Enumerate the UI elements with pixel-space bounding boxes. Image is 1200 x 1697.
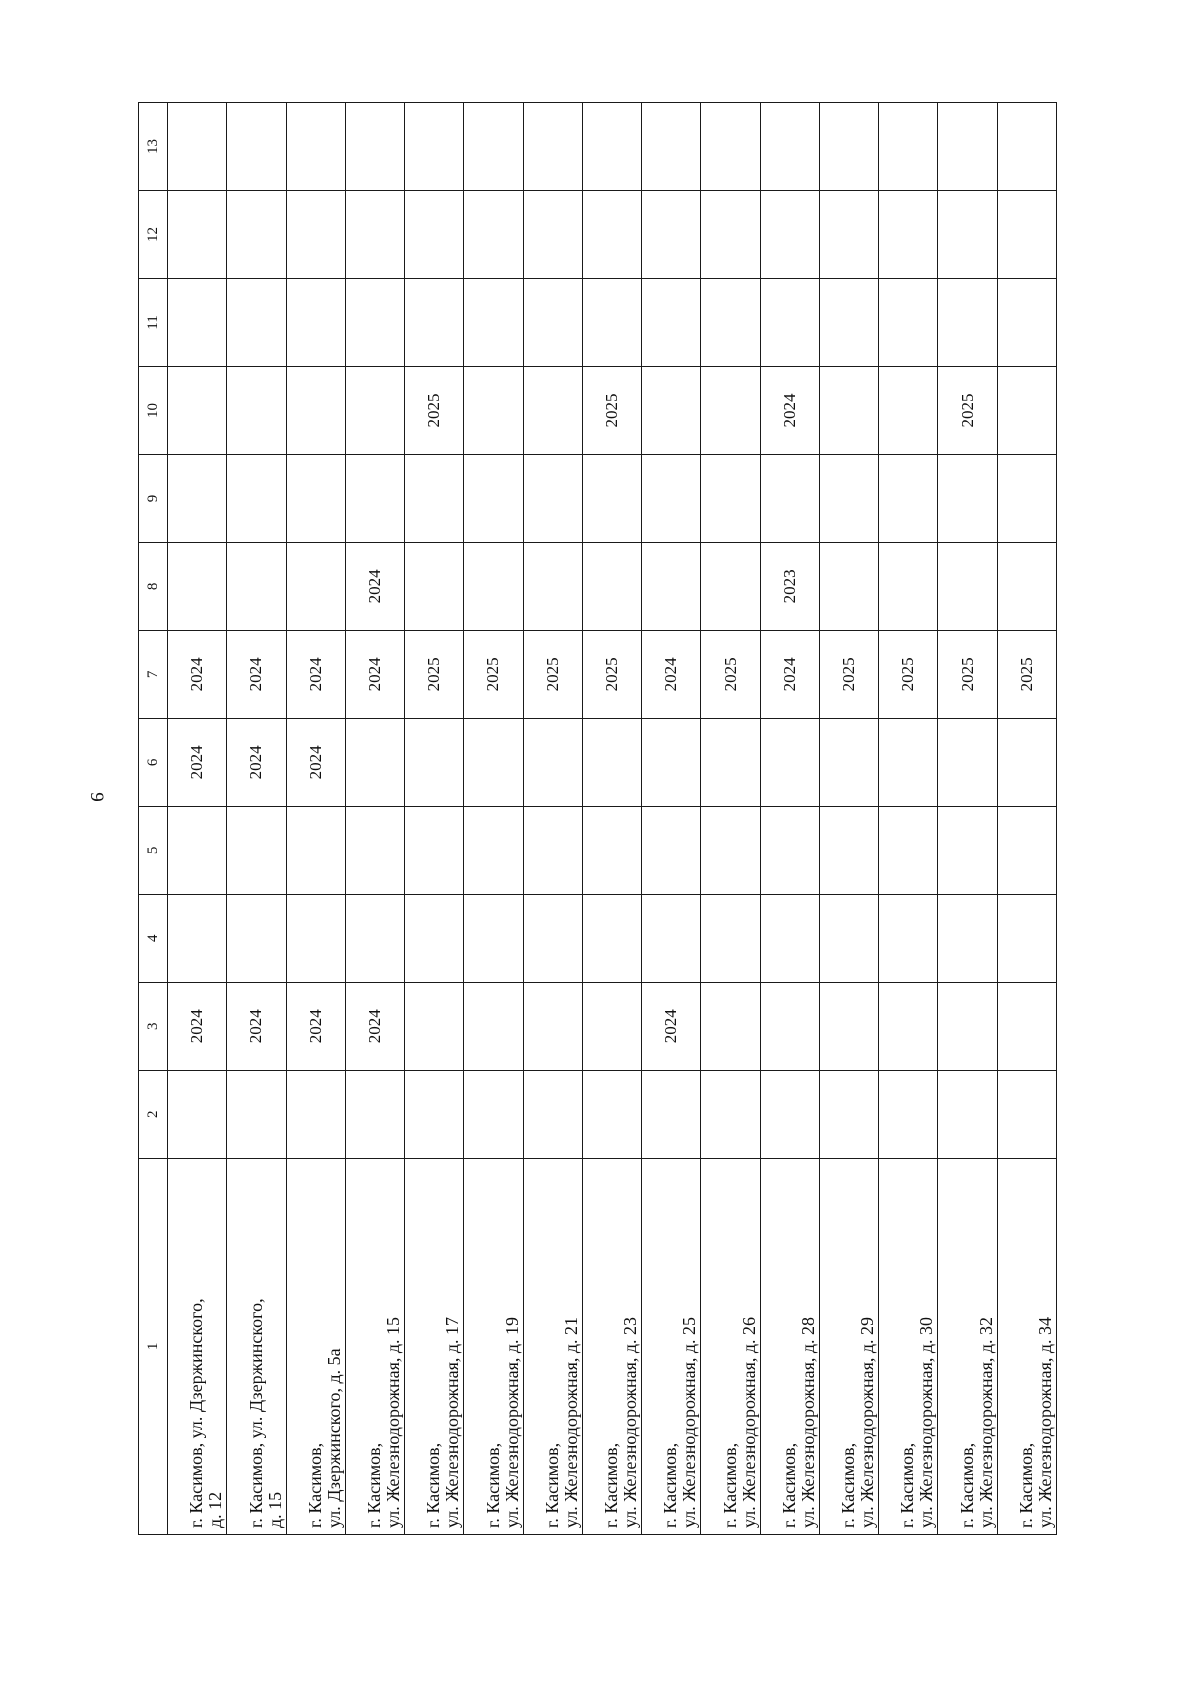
address-cell	[168, 1158, 227, 1534]
year-cell-col-3: 2024	[286, 982, 345, 1070]
year-cell-col-10	[642, 367, 701, 455]
year-cell-col-2	[582, 1070, 641, 1158]
year-cell-col-8	[464, 542, 523, 630]
column-header-13: 13	[139, 103, 168, 191]
table-row	[997, 103, 1056, 1535]
address-line: ул. Железнодорожная, д. 15	[383, 1316, 404, 1528]
year-cell-col-10	[464, 367, 523, 455]
year-cell-col-7: 2024	[345, 630, 404, 718]
year-cell-col-8	[879, 542, 938, 630]
year-cell-col-13	[997, 103, 1056, 191]
year-cell-col-6: 2024	[227, 718, 286, 806]
year-cell-col-6	[582, 718, 641, 806]
address-cell	[642, 1158, 701, 1534]
year-cell-col-10	[701, 367, 760, 455]
schedule-table	[138, 102, 1057, 1535]
year-cell-col-3	[523, 982, 582, 1070]
year-cell-col-9	[760, 454, 819, 542]
year-cell-col-5	[523, 806, 582, 894]
year-cell-col-12	[286, 191, 345, 279]
address-line: г. Касимов,	[719, 1442, 740, 1528]
year-cell-col-13	[819, 103, 878, 191]
year-cell-col-10	[168, 367, 227, 455]
table-row	[405, 103, 464, 1535]
year-cell-col-2	[701, 1070, 760, 1158]
address-line: ул. Железнодорожная, д. 21	[560, 1316, 581, 1528]
column-header-7: 7	[139, 630, 168, 718]
address-line: ул. Железнодорожная, д. 30	[916, 1316, 937, 1528]
address-cell	[227, 1158, 286, 1534]
year-cell-col-4	[582, 894, 641, 982]
year-cell-col-3	[464, 982, 523, 1070]
table-row	[227, 103, 286, 1535]
year-cell-col-9	[227, 454, 286, 542]
year-cell-col-8: 2024	[345, 542, 404, 630]
year-cell-col-6	[938, 718, 997, 806]
year-cell-col-11	[997, 279, 1056, 367]
year-cell-col-12	[168, 191, 227, 279]
year-cell-col-5	[286, 806, 345, 894]
year-cell-col-3	[938, 982, 997, 1070]
year-cell-col-10	[819, 367, 878, 455]
year-cell-col-2	[879, 1070, 938, 1158]
year-cell-col-11	[819, 279, 878, 367]
column-header-6: 6	[139, 718, 168, 806]
year-cell-col-4	[464, 894, 523, 982]
address-line: г. Касимов, ул. Дзержинского,	[245, 1298, 266, 1528]
year-cell-col-9	[879, 454, 938, 542]
year-cell-col-10	[227, 367, 286, 455]
year-cell-col-2	[464, 1070, 523, 1158]
year-cell-col-7: 2024	[286, 630, 345, 718]
year-cell-col-4	[227, 894, 286, 982]
year-cell-col-2	[523, 1070, 582, 1158]
address-line: г. Касимов,	[778, 1442, 799, 1528]
year-cell-col-10: 2025	[405, 367, 464, 455]
year-cell-col-8	[582, 542, 641, 630]
year-cell-col-10	[997, 367, 1056, 455]
year-cell-col-7: 2025	[879, 630, 938, 718]
year-cell-col-5	[938, 806, 997, 894]
year-cell-col-5	[760, 806, 819, 894]
year-cell-col-4	[701, 894, 760, 982]
year-cell-col-4	[523, 894, 582, 982]
table-row	[464, 103, 523, 1535]
year-cell-col-4	[345, 894, 404, 982]
year-cell-col-2	[286, 1070, 345, 1158]
year-cell-col-9	[405, 454, 464, 542]
year-cell-col-13	[879, 103, 938, 191]
year-cell-col-12	[464, 191, 523, 279]
address-cell	[405, 1158, 464, 1534]
address-line: ул. Железнодорожная, д. 34	[1035, 1316, 1055, 1528]
year-cell-col-9	[582, 454, 641, 542]
address-cell	[464, 1158, 523, 1534]
year-cell-col-10: 2025	[938, 367, 997, 455]
year-cell-col-5	[879, 806, 938, 894]
year-cell-col-8	[523, 542, 582, 630]
year-cell-col-4	[879, 894, 938, 982]
year-cell-col-6: 2024	[286, 718, 345, 806]
table-row	[760, 103, 819, 1535]
address-line: г. Касимов,	[423, 1442, 444, 1528]
year-cell-col-12	[760, 191, 819, 279]
year-cell-col-9	[938, 454, 997, 542]
address-line: г. Касимов,	[364, 1442, 385, 1528]
year-cell-col-6	[819, 718, 878, 806]
year-cell-col-12	[582, 191, 641, 279]
address-line: г. Касимов,	[838, 1442, 859, 1528]
year-cell-col-8	[168, 542, 227, 630]
year-cell-col-4	[642, 894, 701, 982]
table-container	[138, 102, 1057, 1535]
year-cell-col-2	[819, 1070, 878, 1158]
column-header-3: 3	[139, 982, 168, 1070]
table-row	[819, 103, 878, 1535]
year-cell-col-4	[997, 894, 1056, 982]
year-cell-col-2	[760, 1070, 819, 1158]
year-cell-col-11	[523, 279, 582, 367]
year-cell-col-12	[345, 191, 404, 279]
year-cell-col-8	[938, 542, 997, 630]
address-line: г. Касимов,	[482, 1442, 503, 1528]
year-cell-col-10	[523, 367, 582, 455]
address-line: ул. Железнодорожная, д. 29	[857, 1316, 878, 1528]
year-cell-col-7: 2024	[168, 630, 227, 718]
year-cell-col-10: 2025	[582, 367, 641, 455]
year-cell-col-3	[760, 982, 819, 1070]
year-cell-col-5	[345, 806, 404, 894]
year-cell-col-6	[345, 718, 404, 806]
address-line: ул. Железнодорожная, д. 28	[797, 1316, 818, 1528]
address-line: г. Касимов,	[660, 1442, 681, 1528]
column-header-11: 11	[139, 279, 168, 367]
year-cell-col-3	[997, 982, 1056, 1070]
year-cell-col-13	[701, 103, 760, 191]
address-line: г. Касимов,	[956, 1442, 977, 1528]
year-cell-col-7: 2024	[760, 630, 819, 718]
year-cell-col-13	[760, 103, 819, 191]
address-line: г. Касимов,	[601, 1442, 622, 1528]
year-cell-col-2	[345, 1070, 404, 1158]
year-cell-col-5	[464, 806, 523, 894]
year-cell-col-11	[760, 279, 819, 367]
year-cell-col-12	[938, 191, 997, 279]
column-header-8: 8	[139, 542, 168, 630]
year-cell-col-10	[879, 367, 938, 455]
year-cell-col-6	[523, 718, 582, 806]
year-cell-col-12	[405, 191, 464, 279]
column-header-1: 1	[139, 1158, 168, 1534]
address-line: г. Касимов,	[541, 1442, 562, 1528]
year-cell-col-6	[405, 718, 464, 806]
year-cell-col-12	[997, 191, 1056, 279]
year-cell-col-8: 2023	[760, 542, 819, 630]
year-cell-col-6	[701, 718, 760, 806]
year-cell-col-12	[523, 191, 582, 279]
year-cell-col-11	[582, 279, 641, 367]
year-cell-col-13	[642, 103, 701, 191]
column-header-4: 4	[139, 894, 168, 982]
year-cell-col-11	[879, 279, 938, 367]
table-row	[642, 103, 701, 1535]
year-cell-col-9	[701, 454, 760, 542]
year-cell-col-3	[405, 982, 464, 1070]
year-cell-col-10	[345, 367, 404, 455]
year-cell-col-3	[701, 982, 760, 1070]
address-line: ул. Дзержинского, д. 5а	[323, 1348, 344, 1528]
table-row	[879, 103, 938, 1535]
page-number: 9	[86, 792, 107, 802]
year-cell-col-4	[286, 894, 345, 982]
year-cell-col-7: 2025	[582, 630, 641, 718]
year-cell-col-10: 2024	[760, 367, 819, 455]
year-cell-col-5	[701, 806, 760, 894]
address-cell	[819, 1158, 878, 1534]
year-cell-col-7: 2025	[997, 630, 1056, 718]
year-cell-col-2	[227, 1070, 286, 1158]
year-cell-col-11	[938, 279, 997, 367]
address-line: ул. Железнодорожная, д. 32	[975, 1316, 996, 1528]
year-cell-col-6	[642, 718, 701, 806]
year-cell-col-10	[286, 367, 345, 455]
year-cell-col-9	[997, 454, 1056, 542]
year-cell-col-5	[227, 806, 286, 894]
address-cell	[582, 1158, 641, 1534]
year-cell-col-6: 2024	[168, 718, 227, 806]
year-cell-col-3	[582, 982, 641, 1070]
year-cell-col-13	[286, 103, 345, 191]
table-row	[345, 103, 404, 1535]
year-cell-col-4	[819, 894, 878, 982]
year-cell-col-7: 2025	[938, 630, 997, 718]
year-cell-col-2	[938, 1070, 997, 1158]
year-cell-col-6	[760, 718, 819, 806]
year-cell-col-5	[405, 806, 464, 894]
year-cell-col-13	[405, 103, 464, 191]
address-cell	[523, 1158, 582, 1534]
year-cell-col-9	[523, 454, 582, 542]
year-cell-col-9	[168, 454, 227, 542]
table-row	[582, 103, 641, 1535]
year-cell-col-13	[345, 103, 404, 191]
address-line: д. 12	[205, 1491, 226, 1528]
address-line: ул. Железнодорожная, д. 26	[738, 1316, 759, 1528]
year-cell-col-7: 2025	[405, 630, 464, 718]
table-row	[286, 103, 345, 1535]
year-cell-col-11	[464, 279, 523, 367]
year-cell-col-7: 2025	[464, 630, 523, 718]
year-cell-col-2	[997, 1070, 1056, 1158]
address-cell	[701, 1158, 760, 1534]
year-cell-col-7: 2025	[701, 630, 760, 718]
address-line: г. Касимов,	[304, 1442, 325, 1528]
year-cell-col-13	[523, 103, 582, 191]
address-line: г. Касимов,	[897, 1442, 918, 1528]
address-cell	[879, 1158, 938, 1534]
year-cell-col-13	[582, 103, 641, 191]
year-cell-col-11	[227, 279, 286, 367]
address-line: ул. Железнодорожная, д. 23	[620, 1316, 641, 1528]
address-line: ул. Железнодорожная, д. 25	[679, 1316, 700, 1528]
year-cell-col-2	[168, 1070, 227, 1158]
year-cell-col-5	[642, 806, 701, 894]
year-cell-col-7: 2025	[819, 630, 878, 718]
year-cell-col-6	[879, 718, 938, 806]
year-cell-col-3: 2024	[642, 982, 701, 1070]
table-row	[938, 103, 997, 1535]
address-cell	[345, 1158, 404, 1534]
year-cell-col-6	[997, 718, 1056, 806]
year-cell-col-6	[464, 718, 523, 806]
year-cell-col-9	[345, 454, 404, 542]
year-cell-col-5	[582, 806, 641, 894]
column-header-12: 12	[139, 191, 168, 279]
year-cell-col-11	[286, 279, 345, 367]
table-row	[523, 103, 582, 1535]
address-cell	[286, 1158, 345, 1534]
year-cell-col-8	[997, 542, 1056, 630]
column-header-5: 5	[139, 806, 168, 894]
year-cell-col-12	[701, 191, 760, 279]
year-cell-col-5	[819, 806, 878, 894]
year-cell-col-9	[819, 454, 878, 542]
year-cell-col-4	[405, 894, 464, 982]
year-cell-col-5	[168, 806, 227, 894]
year-cell-col-7: 2025	[523, 630, 582, 718]
year-cell-col-13	[227, 103, 286, 191]
year-cell-col-12	[819, 191, 878, 279]
year-cell-col-8	[405, 542, 464, 630]
address-line: г. Касимов, ул. Дзержинского,	[186, 1298, 207, 1528]
table-row	[701, 103, 760, 1535]
table-body	[168, 103, 1057, 1535]
year-cell-col-9	[464, 454, 523, 542]
year-cell-col-13	[938, 103, 997, 191]
year-cell-col-3: 2024	[168, 982, 227, 1070]
year-cell-col-4	[168, 894, 227, 982]
address-line: г. Касимов,	[1016, 1442, 1036, 1528]
year-cell-col-3	[819, 982, 878, 1070]
column-header-2: 2	[139, 1070, 168, 1158]
header-row	[139, 103, 168, 1535]
column-header-9: 9	[139, 454, 168, 542]
year-cell-col-12	[642, 191, 701, 279]
year-cell-col-11	[405, 279, 464, 367]
year-cell-col-7: 2024	[227, 630, 286, 718]
address-line: д. 15	[264, 1491, 285, 1528]
year-cell-col-13	[464, 103, 523, 191]
address-cell	[997, 1158, 1056, 1534]
year-cell-col-11	[701, 279, 760, 367]
year-cell-col-3: 2024	[345, 982, 404, 1070]
year-cell-col-4	[760, 894, 819, 982]
year-cell-col-12	[227, 191, 286, 279]
year-cell-col-2	[642, 1070, 701, 1158]
year-cell-col-8	[642, 542, 701, 630]
year-cell-col-4	[938, 894, 997, 982]
year-cell-col-11	[642, 279, 701, 367]
table-row	[168, 103, 227, 1535]
year-cell-col-8	[701, 542, 760, 630]
address-cell	[760, 1158, 819, 1534]
year-cell-col-7: 2024	[642, 630, 701, 718]
year-cell-col-9	[642, 454, 701, 542]
year-cell-col-8	[819, 542, 878, 630]
year-cell-col-2	[405, 1070, 464, 1158]
address-line: ул. Железнодорожная, д. 19	[501, 1316, 522, 1528]
year-cell-col-13	[168, 103, 227, 191]
column-header-10: 10	[139, 367, 168, 455]
year-cell-col-8	[286, 542, 345, 630]
year-cell-col-8	[227, 542, 286, 630]
year-cell-col-12	[879, 191, 938, 279]
year-cell-col-3	[879, 982, 938, 1070]
year-cell-col-9	[286, 454, 345, 542]
year-cell-col-11	[345, 279, 404, 367]
address-cell	[938, 1158, 997, 1534]
address-line: ул. Железнодорожная, д. 17	[442, 1316, 463, 1528]
year-cell-col-11	[168, 279, 227, 367]
year-cell-col-3: 2024	[227, 982, 286, 1070]
year-cell-col-5	[997, 806, 1056, 894]
